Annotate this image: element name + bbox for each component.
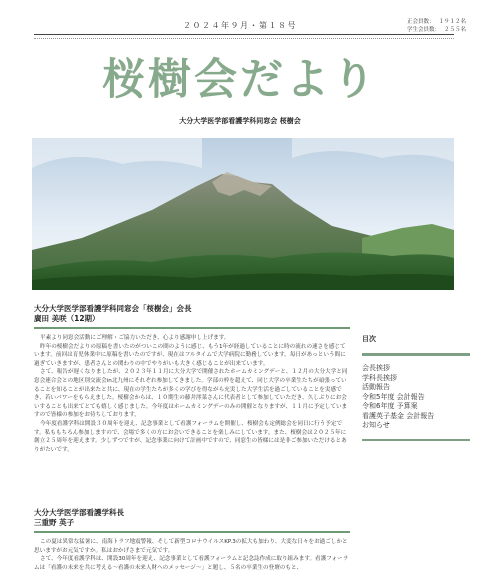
article-paragraph: さて、報告が遅くなりましたが、２０２３年１１月に大分大学で開催されたホームカミングデーと、１２月の大分大学と同窓会連合会との地区別交流会in北九州にそれぞれ参加してきました。学部の枠を超えて、同じ大学の卒業生たちが頑張っていることを知ることが出来たと共に、現在の学生たちが多くの学びを得ながら充実した大学生活を過ごしていることを実感でき、若いパワーをもらえました。桜樹会からは、１０期生の藤井澪菜さんに代表者として参加していただき、久しぶりにお会いすることも出来てとても嬉しく感じました。今年度はホームカミングデーのみの開催となりますが、１１月に予定していますので皆様の参加をお待ちしております。 xyxy=(34,369,348,419)
toc-rule xyxy=(362,353,470,356)
mountain-illustration xyxy=(32,138,454,290)
member-count-student xyxy=(407,26,466,34)
toc-item[interactable]: 看護英子基金 会計報告 xyxy=(362,411,435,420)
mountain-photo xyxy=(32,138,454,290)
table-of-contents xyxy=(362,334,470,441)
member-value: １９１２名 xyxy=(438,19,466,25)
member-value: ２５５名 xyxy=(443,27,466,33)
article-title: 大分大学医学部看護学科長 xyxy=(34,508,124,517)
header-dotted-rule xyxy=(34,38,454,39)
member-label: 学生会員数： xyxy=(406,27,440,33)
toc-item[interactable]: 令和5年度 会計報告 xyxy=(362,392,425,401)
article-title: 大分大学医学部看護学科同窓会「桜樹会」会長 xyxy=(34,304,192,313)
article-paragraph: 平素より同窓会活動にご理解・ご協力いただき、心より感謝申し上げます。 xyxy=(40,335,230,341)
toc-bottom-rule xyxy=(362,439,470,441)
issue-number: ２０２４年９月・第１８号 xyxy=(183,21,297,30)
article-rule xyxy=(34,531,350,533)
article-paragraph: 今年度看護学科は開設３０周年を迎え、記念事業として看護フォーラムを開催し、桜樹会も定例総会を同日に行う予定です。私ももちろん参加しますので、会場で多くの方にお会いできることを楽しみにしています。また、桜樹会は２０２５年に創立２５周年を迎えます。少しずつですが、記念事業に向けて計画中ですので、同窓生の皆様には是非ご参加いただけるとありがたいです。 xyxy=(34,420,347,453)
article-author: 廣田 美咲（12期） xyxy=(34,314,100,323)
toc-item[interactable]: 会長挨拶 xyxy=(362,364,390,372)
toc-heading: 目次 xyxy=(362,335,376,343)
article-paragraph: さて、今年度看護学科は、開設30周年を迎え、記念事業として看護フォーラムと記念誌作成に取り組みます。看護フォーラムは「看護の未来を共に考える～看護の未来人財へのメッセージ～」と題し、５名の卒業生の登壇のもと、 xyxy=(34,556,349,571)
article-paragraph: この夏は異常な猛暑に、南海トラフ地震警報、そして新型コロナウイルスKP.3の拡大も加わり、大変な日々をお過ごしかと思いますがお元気ですか。私はおかげさまで元気です。 xyxy=(34,539,348,554)
member-label: 正会員数： xyxy=(406,19,435,25)
member-counts xyxy=(407,18,466,34)
article-author: 三重野 英子 xyxy=(34,518,75,527)
article-paragraph: 昨年の桜樹会だよりの原稿を書いたのがついこの間のように感じ、もう1年が経過していることに時の流れの速さを感じています。前回は育児休業中に原稿を書いたのですが、現在はフルタイムで大学病院に勤務しています。毎日があっという間に過ぎていきますが、患者さんとの関わりの中でやりがいも大きく感じることが出来ています。 xyxy=(34,343,346,367)
newsletter-title: 桜樹会だより xyxy=(102,55,378,105)
member-count-regular xyxy=(407,18,466,26)
header-rule xyxy=(34,34,454,35)
toc-item[interactable]: 令和6年度 予算案 xyxy=(362,402,418,410)
article-department-head xyxy=(34,508,350,572)
article-chairperson xyxy=(34,304,350,454)
toc-item[interactable]: 学科長挨拶 xyxy=(362,373,397,382)
toc-item[interactable]: 活動報告 xyxy=(362,383,390,391)
toc-item[interactable]: お知らせ xyxy=(362,421,390,429)
article-rule xyxy=(34,327,350,329)
publisher-name: 大分大学医学部看護学科同窓会 桜樹会 xyxy=(179,117,301,125)
